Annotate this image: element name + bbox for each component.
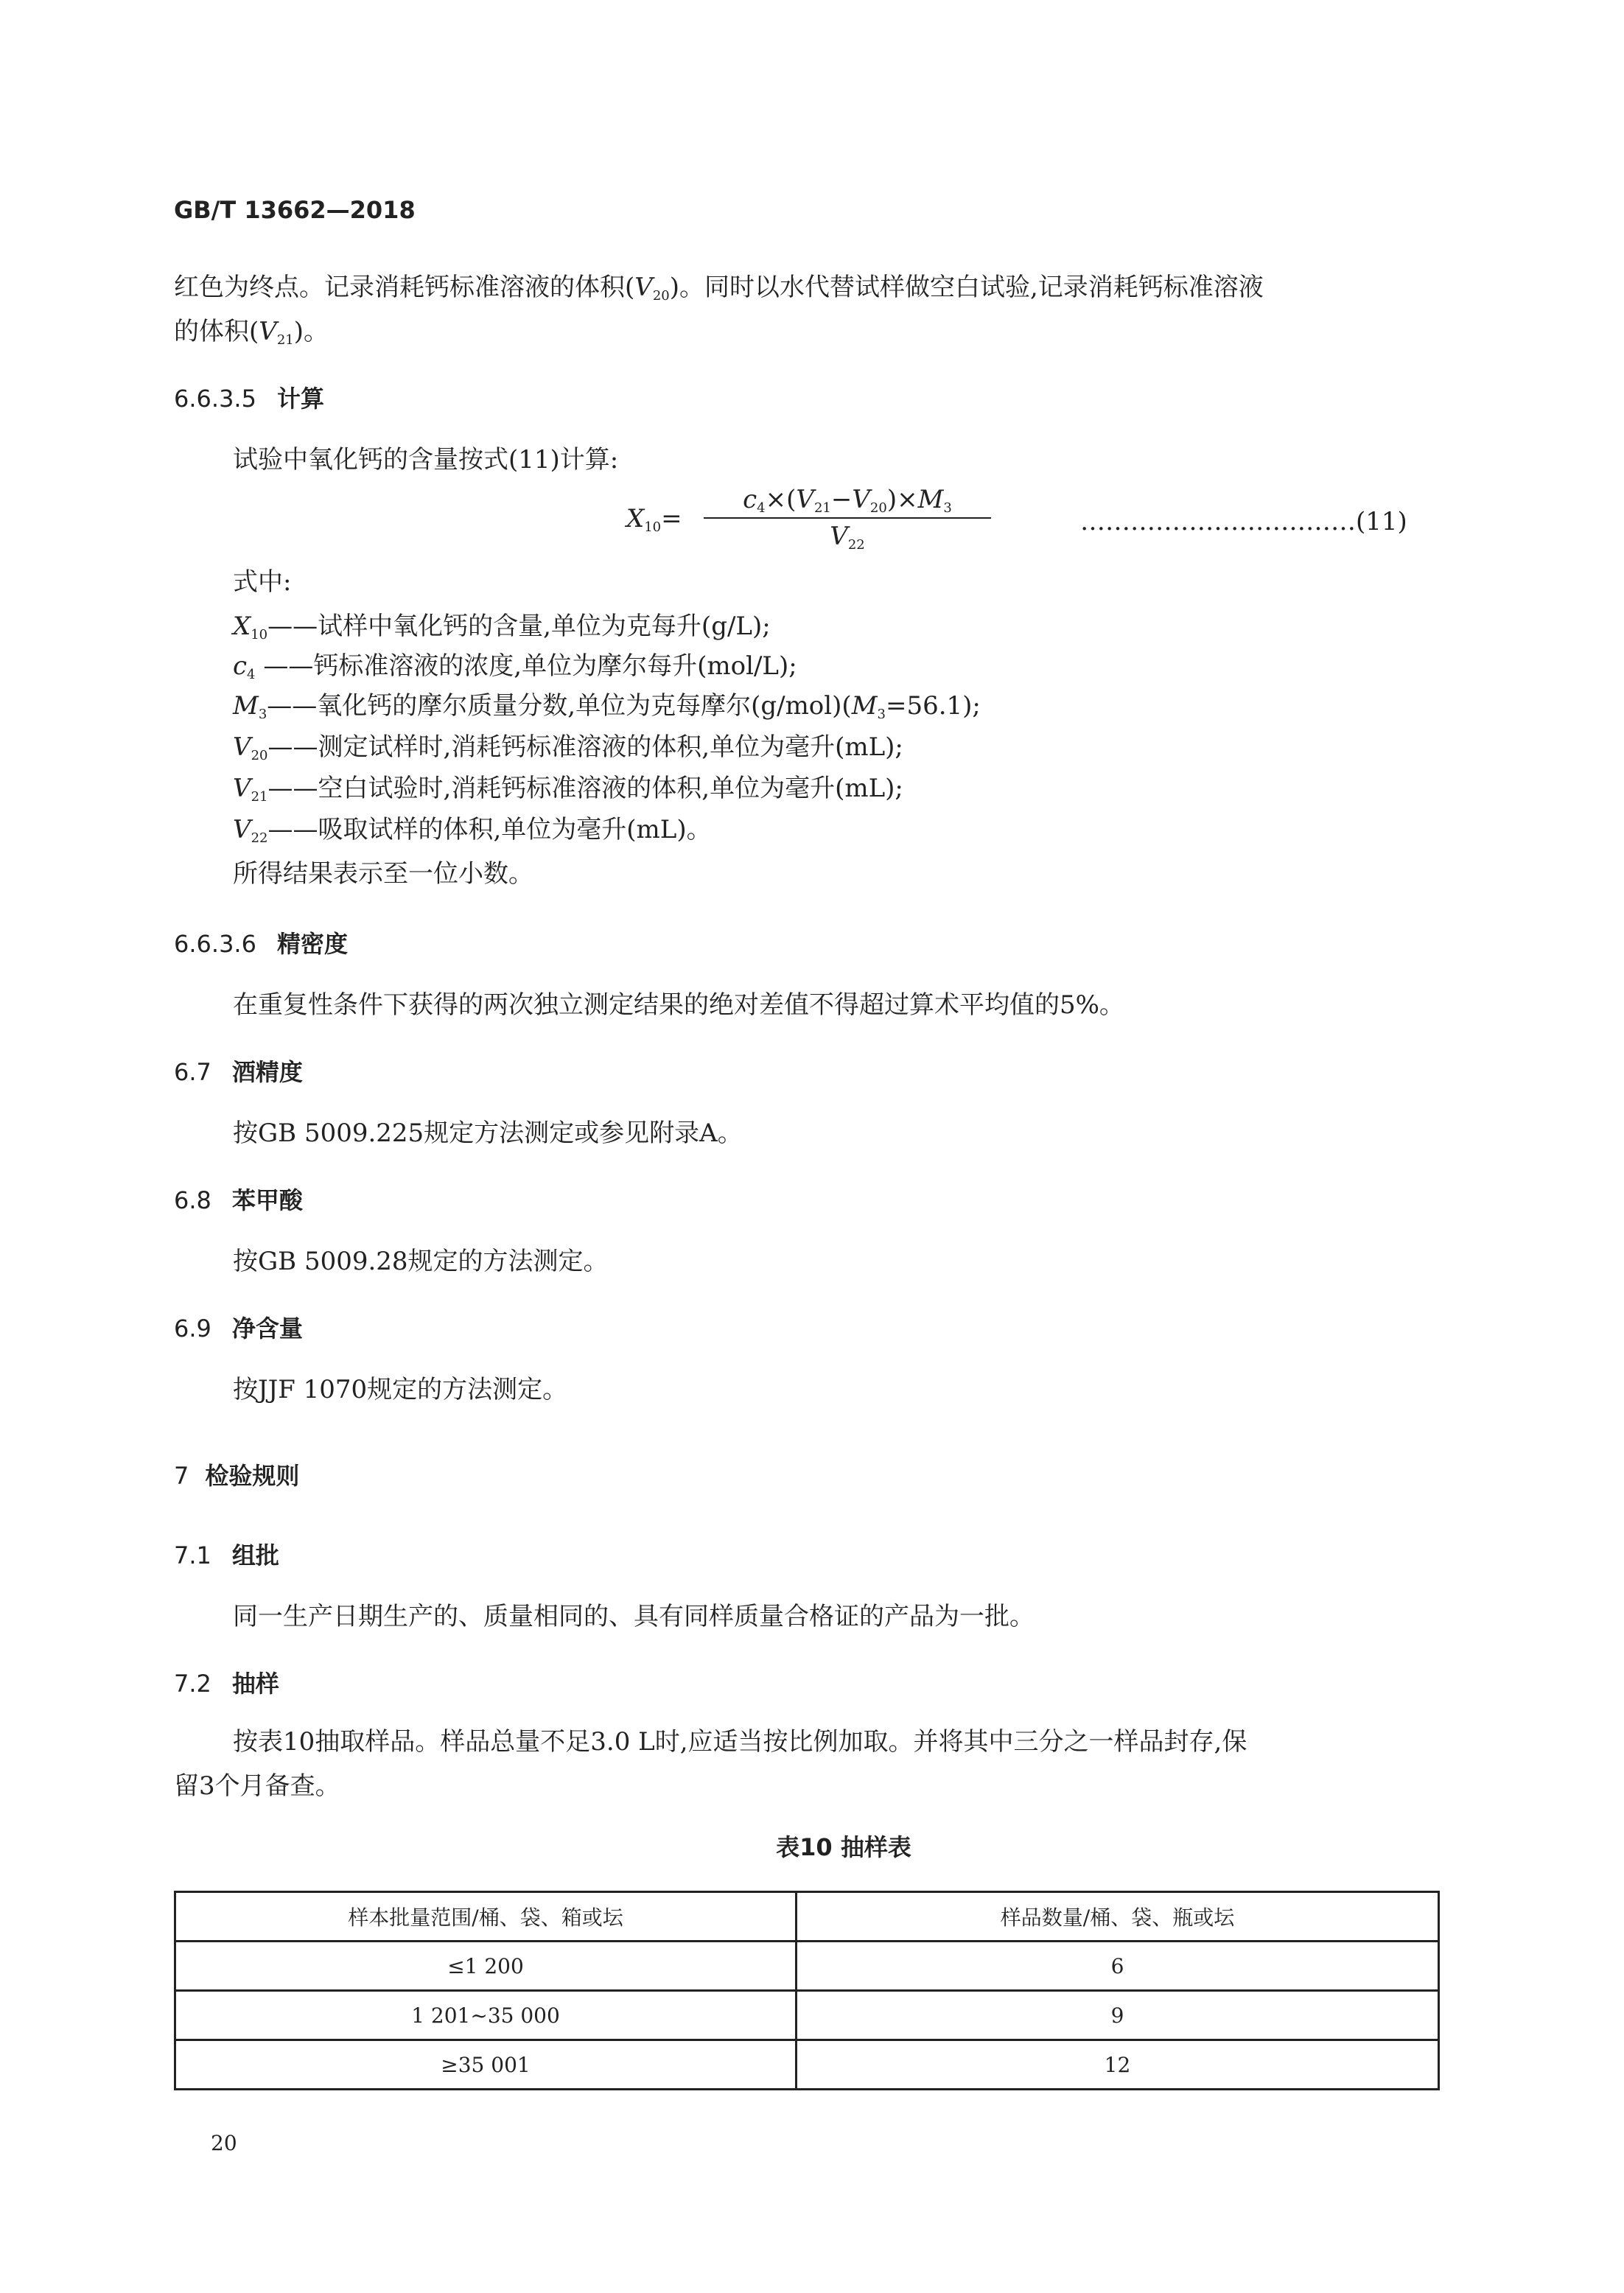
- def-c4: $c_4$ ——钙标准溶液的浓度,单位为摩尔每升(mol/L);: [233, 651, 797, 682]
- table-caption: 表10 抽样表: [776, 1833, 911, 1861]
- section-6-6-3-6: 6.6.3.6 精密度: [174, 930, 348, 958]
- table-row: [175, 2040, 1439, 2090]
- section-6-7: 6.7 酒精度: [174, 1058, 303, 1086]
- sampling-text-2: 留3个月备查。: [174, 1771, 340, 1801]
- benzoic-text: 按GB 5009.28规定的方法测定。: [233, 1247, 609, 1276]
- precision-text: 在重复性条件下获得的两次独立测定结果的绝对差值不得超过算术平均值的5%。: [233, 990, 1124, 1020]
- section-7-1: 7.1 组批: [174, 1541, 279, 1569]
- table-cell: 9: [797, 1991, 1439, 2040]
- table-cell: ≤1 200: [175, 1942, 797, 1991]
- alcohol-text: 按GB 5009.225规定方法测定或参见附录A。: [233, 1119, 743, 1148]
- table-header-cell: 样品数量/桶、袋、瓶或坛: [797, 1892, 1439, 1942]
- table-cell: ≥35 001: [175, 2040, 797, 2090]
- section-6-9: 6.9 净含量: [174, 1314, 303, 1342]
- net-content-text: 按JJF 1070规定的方法测定。: [233, 1375, 568, 1404]
- intro-line-1: 红色为终点。记录消耗钙标准溶液的体积$(V_{20})$。同时以水代替试样做空白试验,记录消耗钙标准溶液: [174, 273, 1264, 304]
- table-row: [175, 1991, 1439, 2040]
- table-header-row: [175, 1892, 1439, 1942]
- result-note: 所得结果表示至一位小数。: [233, 859, 533, 889]
- table-header-cell: 样本批量范围/桶、袋、箱或坛: [175, 1892, 797, 1942]
- table-cell: 6: [797, 1942, 1439, 1991]
- table-row: [175, 1942, 1439, 1991]
- calc-intro: 试验中氧化钙的含量按式(11)计算:: [233, 445, 619, 475]
- def-v22: $V_{22}——$吸取试样的体积,单位为毫升(mL)。: [233, 815, 712, 846]
- document-header: GB/T 13662—2018: [174, 196, 416, 224]
- sampling-table: [174, 1891, 1440, 2090]
- def-m3: $M_3——$氧化钙的摩尔质量分数,单位为克每摩尔$(g/mol)(M_3=56.1)$;: [233, 691, 981, 722]
- sampling-text-1: 按表10抽取样品。样品总量不足3.0 L时,应适当按比例加取。并将其中三分之一样品封存,保: [233, 1727, 1247, 1757]
- section-7-2: 7.2 抽样: [174, 1670, 279, 1698]
- def-v21: $V_{21}——$空白试验时,消耗钙标准溶液的体积,单位为毫升(mL);: [233, 774, 903, 805]
- table-cell: 1 201~35 000: [175, 1991, 797, 2040]
- table-cell: 12: [797, 2040, 1439, 2090]
- section-6-8: 6.8 苯甲酸: [174, 1186, 303, 1214]
- intro-line-2: 的体积$(V_{21})$。: [174, 317, 329, 348]
- formula-number: (11): [1356, 507, 1407, 536]
- section-6-6-3-5: 6.6.3.5 计算: [174, 385, 324, 413]
- def-x10: $X_{10}——$试样中氧化钙的含量,单位为克每升(g/L);: [233, 612, 771, 643]
- section-7: 7 检验规则: [174, 1462, 300, 1490]
- page-number: 20: [211, 2131, 237, 2155]
- where-label: 式中:: [233, 567, 292, 597]
- batch-text: 同一生产日期生产的、质量相同的、具有同样质量合格证的产品为一批。: [233, 1602, 1035, 1631]
- def-v20: $V_{20}——$测定试样时,消耗钙标准溶液的体积,单位为毫升(mL);: [233, 732, 903, 763]
